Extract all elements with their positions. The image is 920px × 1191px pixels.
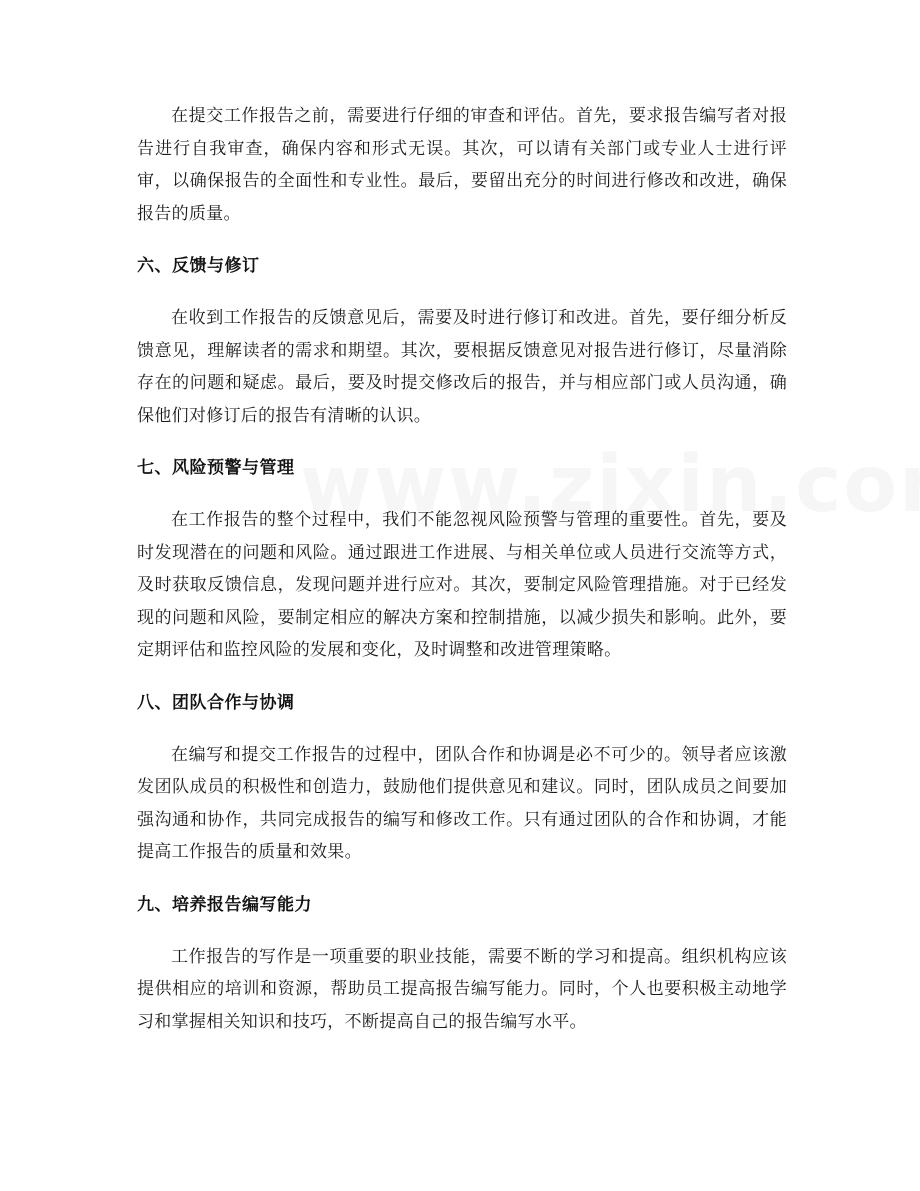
heading-teamwork: 八、团队合作与协调: [137, 692, 295, 713]
heading-feedback-revision: 六、反馈与修订: [137, 256, 260, 276]
paragraph-teamwork: 在编写和提交工作报告的过程中，团队合作和协调是必不可少的。领导者应该激发团队成员的积极性和创造力，鼓励他们提供意见和建议。同时，团队成员之间要加强沟通和协作，共同完成报告的编写和修改工作。只有通过团队的合作和协调，才能提高工作报告的质量和效果。: [137, 744, 787, 862]
paragraph-review: 在提交工作报告之前，需要进行仔细的审查和评估。首先，要求报告编写者对报告进行自我审查，确保内容和形式无误。其次，可以请有关部门或专业人士进行评审，以确保报告的全面性和专业性。最后，要留出充分的时间进行修改和改进，确保报告的质量。: [137, 106, 787, 224]
paragraph-feedback-revision: 在收到工作报告的反馈意见后，需要及时进行修订和改进。首先，要仔细分析反馈意见，理解读者的需求和期望。其次，要根据反馈意见对报告进行修订，尽量消除存在的问题和疑虑。最后，要及时提交修改后的报告，并与相应部门或人员沟通，确保他们对修订后的报告有清晰的认识。: [137, 308, 787, 426]
document-body: [137, 100, 787, 1038]
heading-writing-skills: 九、培养报告编写能力: [137, 894, 312, 915]
paragraph-risk-management: 在工作报告的整个过程中，我们不能忽视风险预警与管理的重要性。首先，要及时发现潜在的问题和风险。通过跟进工作进展、与相关单位或人员进行交流等方式，及时获取反馈信息，发现问题并进行应对。其次，要制定风险管理措施。对于已经发现的问题和风险，要制定相应的解决方案和控制措施，以减少损失和影响。此外，要定期评估和监控风险的发展和变化，及时调整和改进管理策略。: [137, 510, 787, 660]
heading-risk-management: 七、风险预警与管理: [137, 458, 295, 478]
paragraph-writing-skills: 工作报告的写作是一项重要的职业技能，需要不断的学习和提高。组织机构应该提供相应的培训和资源，帮助员工提高报告编写能力。同时，个人也要积极主动地学习和掌握相关知识和技巧，不断提高自己的报告编写水平。: [137, 946, 787, 1032]
